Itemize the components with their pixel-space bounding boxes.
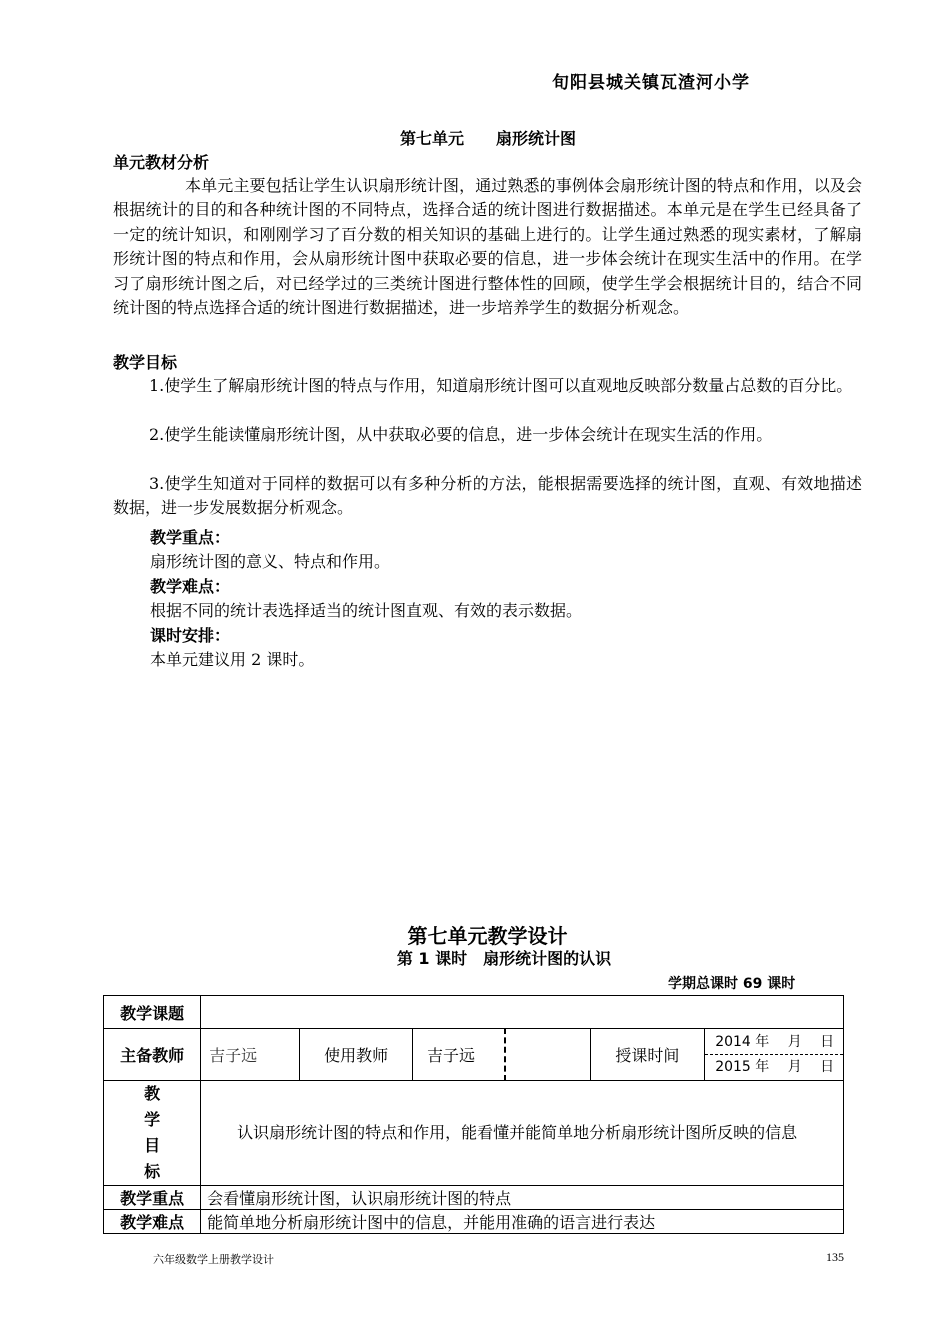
key-points-text: 扇形统计图的意义、特点和作用。 — [150, 552, 391, 571]
analysis-heading: 单元教材分析 — [113, 153, 210, 172]
objective-item-1: 1.使学生了解扇形统计图的特点与作用，知道扇形统计图可以直观地反映部分数量占总数的百分比。 — [149, 376, 853, 395]
school-name: 旬阳县城关镇瓦渣河小学 — [552, 73, 750, 93]
goal-label — [104, 1081, 201, 1186]
design-title: 第七单元教学设计 — [407, 924, 568, 948]
using-teacher-label: 使用教师 — [300, 1029, 413, 1081]
difficulty-label: 教学难点 — [104, 1210, 201, 1234]
schedule-heading: 课时安排： — [150, 626, 231, 645]
blank-cell — [505, 1029, 591, 1081]
goal-label-char: 学 — [144, 1110, 161, 1129]
difficulties-heading: 教学难点： — [150, 577, 231, 596]
goal-text: 认识扇形统计图的特点和作用，能看懂并能简单地分析扇形统计图所反映的信息 — [201, 1081, 844, 1186]
lesson-plan-table — [103, 995, 844, 1234]
goal-label-char: 目 — [144, 1136, 161, 1155]
schedule-text: 本单元建议用 2 课时。 — [150, 650, 315, 669]
lead-teacher-value: 吉子远 — [201, 1029, 300, 1081]
objective-item-2: 2.使学生能读懂扇形统计图，从中获取必要的信息，进一步体会统计在现实生活的作用。 — [149, 425, 773, 444]
unit-title: 第七单元 扇形统计图 — [400, 129, 577, 148]
lesson-title: 第 1 课时 扇形统计图的认识 — [396, 949, 612, 968]
table-row-key — [104, 1186, 844, 1210]
time-label: 授课时间 — [590, 1029, 705, 1081]
total-hours: 学期总课时 69 课时 — [668, 976, 796, 992]
key-points-heading: 教学重点： — [150, 528, 231, 547]
topic-value — [201, 996, 844, 1029]
footer-title: 六年级数学上册教学设计 — [153, 1253, 274, 1266]
objective-item-3: 3.使学生知道对于同样的数据可以有多种分析的方法，能根据需要选择的统计图，直观、有效地描述数据，进一步发展数据分析观念。 — [113, 474, 862, 518]
goal-label-char: 教 — [144, 1084, 161, 1103]
key-label: 教学重点 — [104, 1186, 201, 1210]
analysis-text: 本单元主要包括让学生认识扇形统计图，通过熟悉的事例体会扇形统计图的特点和作用，以及会根据统计的目的和各种统计图的不同特点，选择合适的统计图进行数据描述。本单元是在学生已经具备了一定的统计知识，和刚刚学习了百分数的相关知识的基础上进行的。让学生通过熟悉的现实素材，了解扇形统计图的特点和作用，会从扇形统计图中获取必要的信息，进一步体会统计在现实生活中的作用。在学习了扇形统计图之后，对已经学过的三类统计图进行整体性的回顾，使学生学会根据统计目的，结合不同统计图的特点选择合适的统计图进行数据描述，进一步培养学生的数据分析观念。 — [113, 176, 862, 318]
difficulty-text: 能简单地分析扇形统计图中的信息，并能用准确的语言进行表达 — [201, 1210, 844, 1234]
objectives-heading: 教学目标 — [113, 353, 178, 372]
page-number: 135 — [826, 1250, 844, 1264]
lead-teacher-label: 主备教师 — [104, 1029, 201, 1081]
difficulties-text: 根据不同的统计表选择适当的统计图直观、有效的表示数据。 — [150, 601, 583, 620]
date-cell — [705, 1029, 844, 1081]
date-line-2015: 2015 年 月 日 — [715, 1059, 835, 1075]
table-row-difficulty — [104, 1210, 844, 1234]
key-text: 会看懂扇形统计图，认识扇形统计图的特点 — [201, 1186, 844, 1210]
goal-label-char: 标 — [144, 1162, 161, 1181]
table-row-topic — [104, 996, 844, 1029]
table-row-teachers — [104, 1029, 844, 1081]
date-line-2014: 2014 年 月 日 — [705, 1030, 843, 1055]
using-teacher-value: 吉子远 — [413, 1029, 505, 1081]
topic-label: 教学课题 — [104, 996, 201, 1029]
table-row-goals — [104, 1081, 844, 1186]
